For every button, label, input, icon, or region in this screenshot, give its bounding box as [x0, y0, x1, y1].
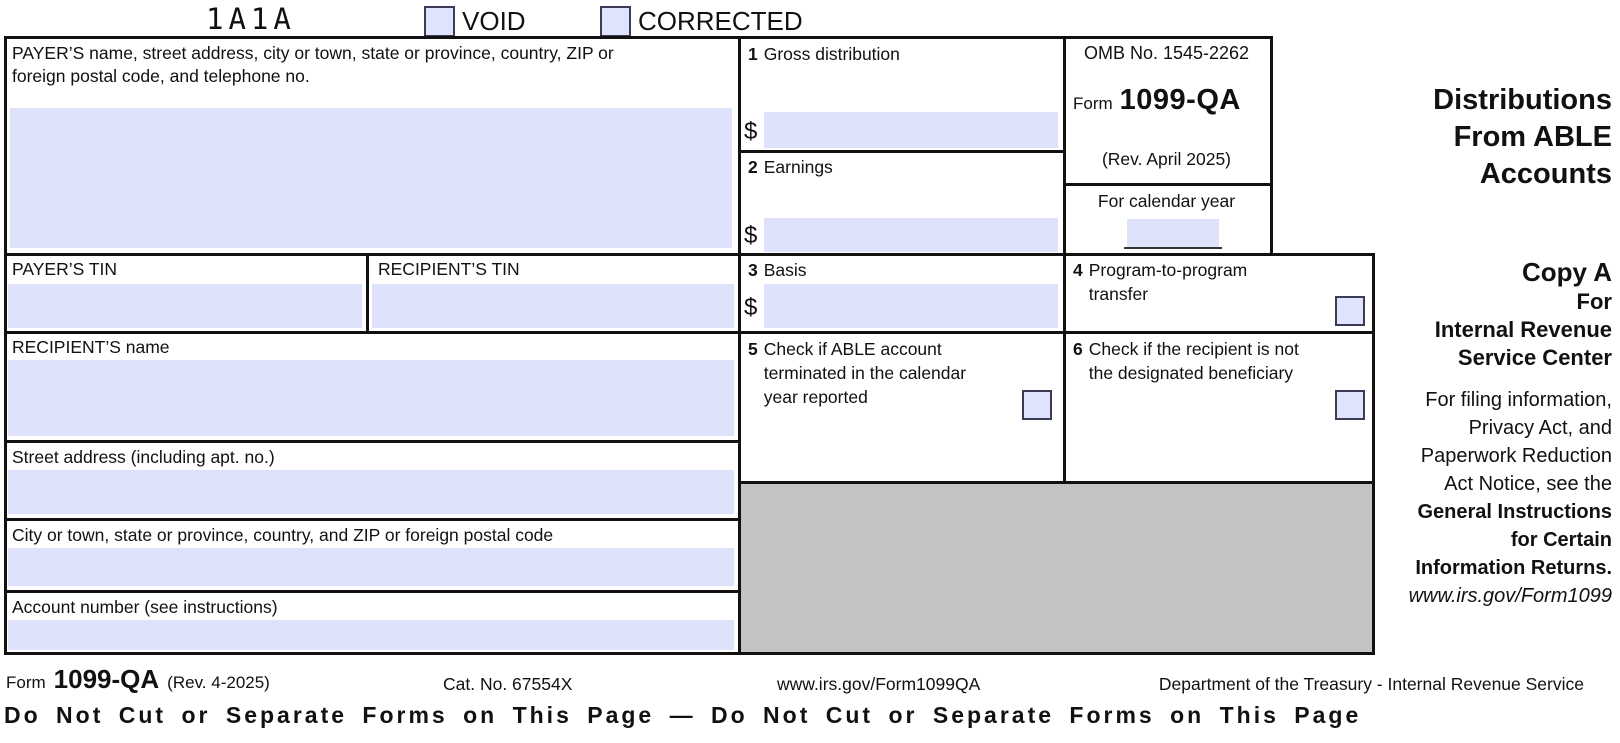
able-terminated-checkbox[interactable]	[1022, 390, 1052, 420]
irs-url-text: www.irs.gov/Form1099	[1408, 585, 1612, 607]
copy-irs-line1: Internal Revenue	[1434, 317, 1612, 342]
void-label: VOID	[462, 6, 526, 36]
street-address-label: Street address (including apt. no.)	[12, 447, 275, 467]
do-not-cut-notice: Do Not Cut or Separate Forms on This Page — Do Not Cut or Separate Forms on This Page	[4, 702, 1362, 728]
not-designated-beneficiary-checkbox[interactable]	[1335, 390, 1365, 420]
payer-tin-input[interactable]	[8, 284, 362, 328]
earnings-input[interactable]	[764, 218, 1058, 252]
title-line1: Distributions	[1433, 84, 1612, 116]
shaded-area	[741, 484, 1372, 652]
box6-number: 6	[1073, 339, 1083, 359]
calendar-year-label: For calendar year	[1097, 191, 1236, 211]
grid-line	[4, 652, 1375, 655]
box6-label: Check if the recipient is not the designated beneficiary	[1088, 339, 1299, 383]
grid-line	[738, 150, 1066, 153]
title-line2: From ABLE	[1453, 121, 1612, 153]
gross-distribution-input[interactable]	[764, 112, 1058, 148]
box2-label: Earnings	[763, 157, 833, 177]
general-instructions-line: General Instructions	[1417, 501, 1612, 523]
calendar-year-input[interactable]	[1127, 219, 1219, 247]
grid-line	[4, 36, 1270, 39]
box4-number: 4	[1073, 260, 1083, 280]
corrected-label: CORRECTED	[638, 6, 803, 36]
payer-info-input[interactable]	[10, 108, 732, 248]
grid-line	[1063, 36, 1066, 484]
copy-for-label: For	[1576, 289, 1612, 314]
form-number: 1099-QA	[1119, 84, 1241, 116]
corrected-checkbox[interactable]	[600, 6, 631, 37]
footer-url: www.irs.gov/Form1099QA	[777, 674, 981, 694]
grid-line	[1372, 253, 1375, 655]
general-instructions-line: for Certain	[1510, 529, 1612, 551]
payer-tin-label: PAYER’S TIN	[12, 259, 118, 279]
street-address-input[interactable]	[8, 470, 734, 514]
box5-label: Check if ABLE account terminated in the calendar year reported	[763, 339, 967, 407]
city-input[interactable]	[8, 548, 734, 586]
grid-line	[4, 36, 7, 655]
basis-input[interactable]	[764, 284, 1058, 328]
dollar-sign: $	[744, 222, 758, 249]
grid-line	[4, 253, 1375, 256]
form-word: Form	[1073, 94, 1113, 113]
box5-number: 5	[748, 339, 758, 359]
grid-line	[4, 590, 741, 593]
dollar-sign: $	[744, 294, 758, 321]
footer-revision: (Rev. 4-2025)	[167, 673, 270, 692]
general-instructions-line: Information Returns.	[1415, 557, 1612, 579]
grid-line	[1063, 183, 1270, 186]
recipient-name-label: RECIPIENT’S name	[12, 337, 170, 357]
grid-line	[366, 253, 369, 334]
copy-irs-line2: Service Center	[1457, 345, 1612, 370]
grid-line	[4, 440, 741, 443]
account-number-label: Account number (see instructions)	[12, 597, 278, 617]
filing-info-line: Act Notice, see the	[1444, 473, 1612, 495]
grid-line	[4, 518, 741, 521]
void-checkbox[interactable]	[424, 6, 455, 37]
filing-info-line: Privacy Act, and	[1468, 417, 1612, 439]
filing-info-line: Paperwork Reduction	[1420, 445, 1612, 467]
grid-line	[4, 331, 1375, 334]
calendar-year-underline	[1124, 247, 1222, 249]
copy-a-label: Copy A	[1521, 257, 1612, 287]
filing-info-line: For filing information,	[1425, 389, 1612, 411]
city-label: City or town, state or province, country, and ZIP or foreign postal code	[12, 525, 554, 545]
title-line3: Accounts	[1479, 158, 1612, 190]
recipient-name-input[interactable]	[8, 360, 734, 436]
recipient-tin-input[interactable]	[372, 284, 734, 328]
department-text: Department of the Treasury - Internal Revenue Service	[1158, 674, 1584, 694]
omb-number: OMB No. 1545-2262	[1083, 43, 1250, 63]
program-transfer-checkbox[interactable]	[1335, 296, 1365, 326]
box3-number: 3	[748, 260, 758, 280]
box2-number: 2	[748, 157, 758, 177]
box1-number: 1	[748, 44, 758, 64]
form-print-code: 1A1A	[206, 2, 296, 36]
footer-form-word: Form	[6, 673, 46, 692]
footer-form-number: 1099-QA	[53, 664, 160, 694]
form-revision: (Rev. April 2025)	[1101, 149, 1232, 169]
dollar-sign: $	[744, 118, 758, 145]
box3-label: Basis	[763, 260, 807, 280]
box1-label: Gross distribution	[763, 44, 900, 64]
recipient-tin-label: RECIPIENT’S TIN	[378, 259, 520, 279]
box4-label: Program-to-program transfer	[1088, 260, 1248, 304]
grid-line	[1270, 36, 1273, 256]
catalog-number: Cat. No. 67554X	[443, 674, 573, 694]
account-number-input[interactable]	[8, 620, 734, 650]
payer-info-label: PAYER’S name, street address, city or town, state or province, country, ZIP or foreign postal code, and telephone no.	[12, 43, 614, 86]
